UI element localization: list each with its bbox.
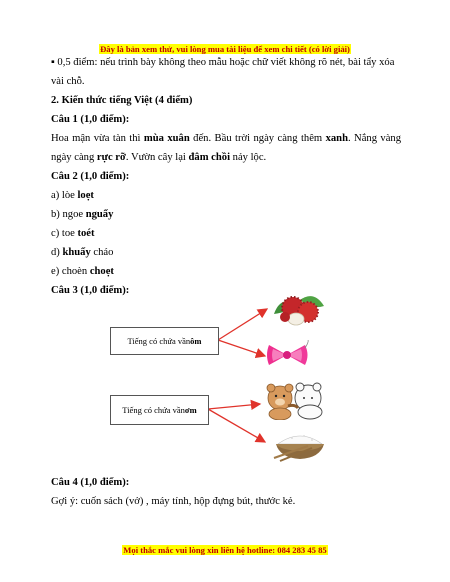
q3-title: Câu 3 (1,0 điểm): — [51, 285, 130, 296]
q1-line2: ngày càng rực rỡ. Vườn cây lại đâm chồi nảy lộc. — [51, 152, 267, 163]
q2-title: Câu 2 (1,0 điểm): — [51, 171, 130, 182]
header-banner: Đây là bản xem thử, vui lòng mua tài liệu để xem chi tiết (có lời giải) — [100, 44, 350, 54]
scoring-note-line1: ▪ 0,5 điểm: nếu trình bày không theo mẫu hoặc chữ viết không rõ nét, bài tẩy xóa — [51, 57, 395, 68]
arrow-om-rambutan — [218, 309, 267, 340]
scoring-note-line2: vài chỗ. — [51, 76, 85, 87]
q4-title: Câu 4 (1,0 điểm): — [51, 477, 130, 488]
pink-bow-icon — [265, 340, 310, 370]
box-vowel-om: Tiếng có chứa vần ôm — [110, 327, 219, 355]
arrow-om2-rice — [208, 409, 265, 442]
q4-text: Gợi ý: cuốn sách (vở) , máy tính, hộp đựng bút, thước kẻ. — [51, 496, 296, 507]
q2-item-d: d) khuấy cháo — [51, 247, 114, 258]
rice-bowl-icon — [272, 428, 328, 462]
q2-item-e: e) choèn choẹt — [51, 266, 114, 277]
footer-banner: Mọi thắc mắc vui lòng xin liên hệ hotline: 084 283 45 85 — [123, 545, 327, 555]
box-vowel-om-horn: Tiếng có chứa vần ơm — [110, 395, 209, 425]
rambutan-icon — [270, 288, 328, 328]
q1-line1: Hoa mận vừa tàn thì mùa xuân đến. Bầu trời ngày càng thêm xanh. Nắng vàng — [51, 133, 401, 144]
q1-title: Câu 1 (1,0 điểm): — [51, 114, 130, 125]
arrow-om-bow — [218, 340, 265, 356]
section2-title: 2. Kiến thức tiếng Việt (4 điểm) — [51, 95, 193, 106]
arrow-om2-bears — [208, 404, 260, 409]
teddy-bears-icon — [262, 380, 328, 420]
q2-item-c: c) toe toét — [51, 228, 95, 239]
q2-item-b: b) ngoe nguẩy — [51, 209, 114, 220]
q2-item-a: a) lòe loẹt — [51, 190, 94, 201]
